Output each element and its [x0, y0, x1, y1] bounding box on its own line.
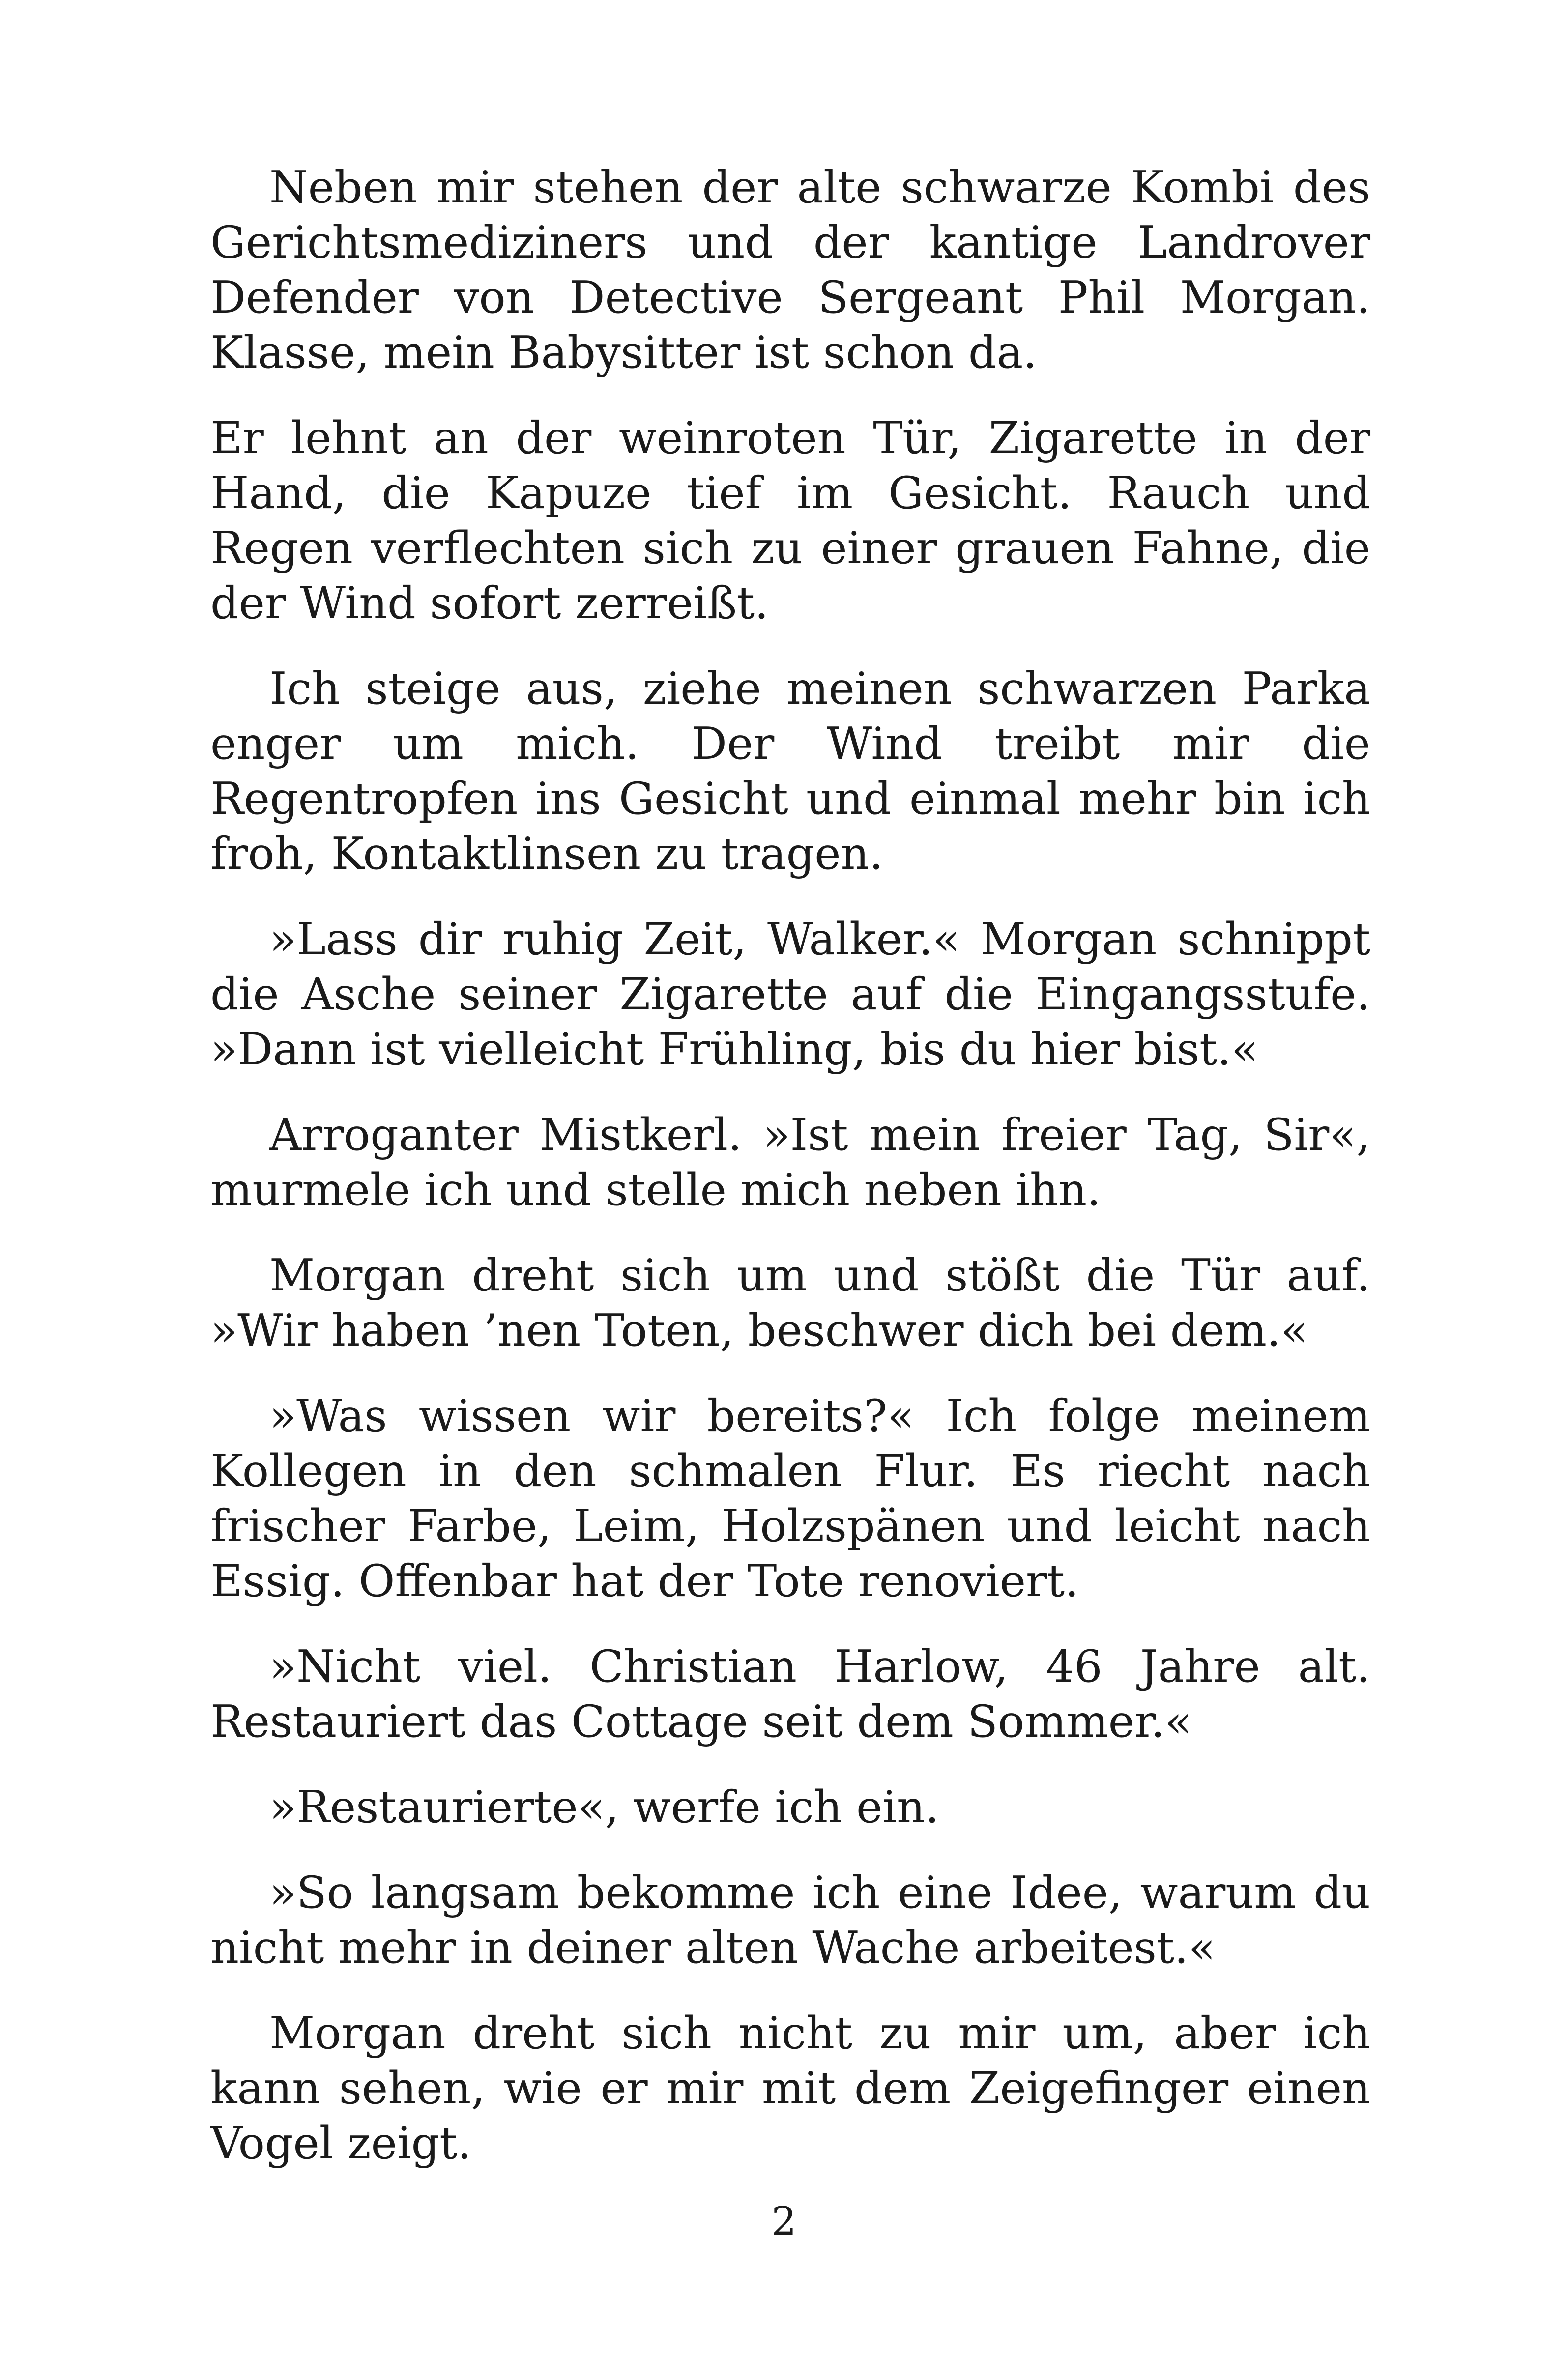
paragraph-4: »Lass dir ruhig Zeit, Walker.« Morgan schnippt die Asche seiner Zigarette auf die Eingangsstufe. »Dann ist vielleicht Frühling, bis du hier bist.« [210, 914, 1370, 1075]
page-number: 2 [771, 2198, 797, 2244]
paragraph-1: Neben mir stehen der alte schwarze Kombi des Gerichtsmediziners und der kantige Landrover Defender von Detective Sergeant Phil Morgan. Klasse, mein Babysitter ist schon da. [210, 162, 1370, 378]
paragraph-11: Morgan dreht sich nicht zu mir um, aber ich kann sehen, wie er mir mit dem Zeigefinger einen Vogel zeigt. [210, 2007, 1370, 2169]
body-text [210, 160, 1370, 2202]
paragraph-2: Er lehnt an der weinroten Tür, Zigarette in der Hand, die Kapuze tief im Gesicht. Rauch und Regen verflechten sich zu einer grauen Fahne, die der Wind sofort zerreißt. [210, 412, 1370, 629]
paragraph-3: Ich steige aus, ziehe meinen schwarzen Parka enger um mich. Der Wind treibt mir die Regentropfen ins Gesicht und einmal mehr bin ich froh, Kontaktlinsen zu tragen. [210, 663, 1370, 880]
paragraph-6: Morgan dreht sich um und stößt die Tür auf. »Wir haben ’nen Toten, beschwer dich bei dem.« [210, 1250, 1370, 1356]
paragraph-7: »Was wissen wir bereits?« Ich folge meinem Kollegen in den schmalen Flur. Es riecht nach frischer Farbe, Leim, Holzspänen und leicht nach Essig. Offenbar hat der Tote renoviert. [210, 1390, 1370, 1607]
paragraph-5: Arroganter Mistkerl. »Ist mein freier Tag, Sir«, murmele ich und stelle mich neben ihn. [210, 1109, 1370, 1216]
paragraph-8: »Nicht viel. Christian Harlow, 46 Jahre alt. Restauriert das Cottage seit dem Sommer.« [210, 1641, 1370, 1748]
paragraph-10: »So langsam bekomme ich eine Idee, warum du nicht mehr in deiner alten Wache arbeitest.« [210, 1867, 1370, 1974]
paragraph-9: »Restaurierte«, werfe ich ein. [269, 1781, 939, 1833]
